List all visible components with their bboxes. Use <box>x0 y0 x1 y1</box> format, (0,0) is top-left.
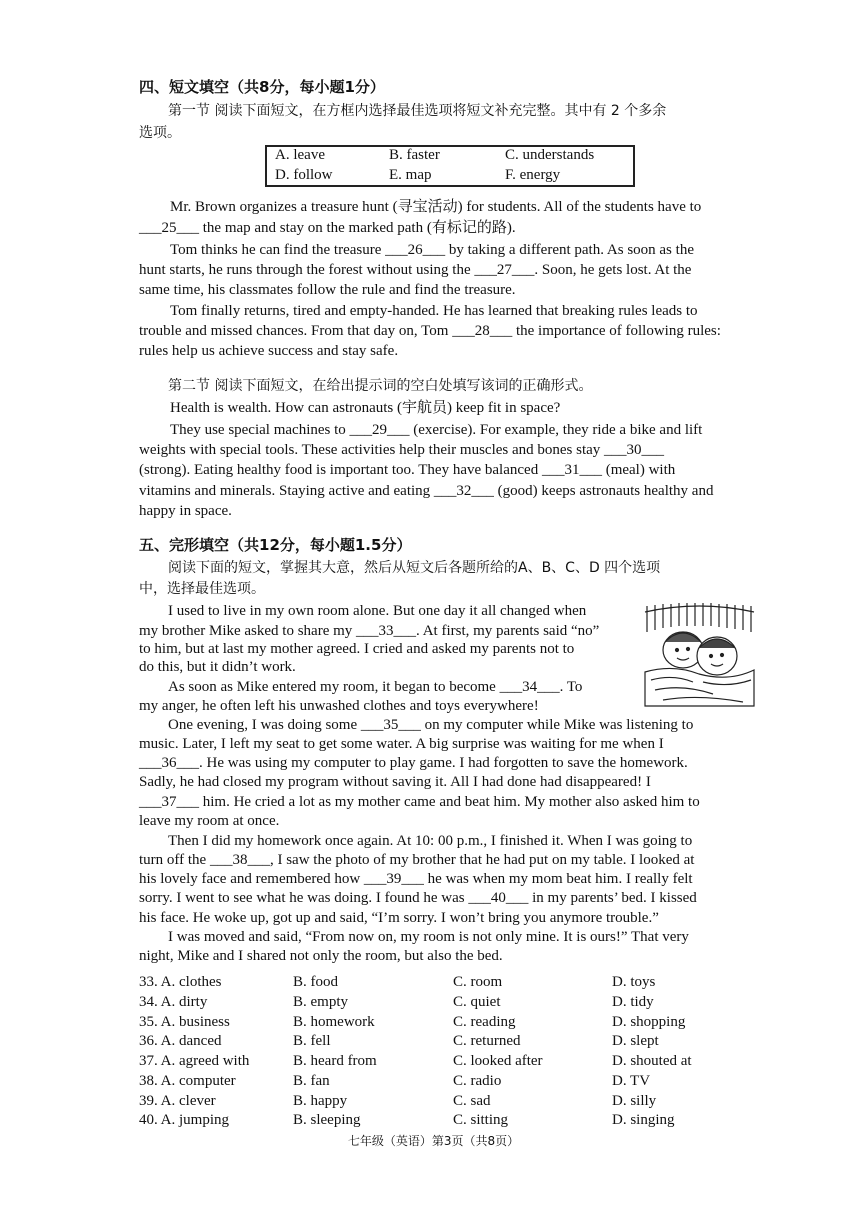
passage1-line: ___25___ the map and stay on the marked path (有标记的路). <box>139 220 516 236</box>
option-40-d[interactable]: D. singing <box>612 1112 675 1128</box>
option-39-d[interactable]: D. silly <box>612 1093 657 1109</box>
section4-part1-instructions: 第一节 阅读下面短文，在方框内选择最佳选项将短文补充完整。其中有 2 个多余 <box>168 103 667 119</box>
option-38-d[interactable]: D. TV <box>612 1073 651 1089</box>
story-line: sorry. I went to see what he was doing. I found he was ___40___ in my parents’ bed. I kissed <box>139 890 697 906</box>
option-34-c[interactable]: C. quiet <box>453 994 501 1010</box>
story-line: As soon as Mike entered my room, it began to become ___34___. To <box>168 679 583 695</box>
passage2-line: (strong). Eating healthy food is important too. They have balanced ___31___ (meal) with <box>139 462 676 478</box>
word-option: A. leave <box>275 147 325 163</box>
passage1-line: rules help us achieve success and stay safe. <box>139 343 399 359</box>
option-33-a[interactable]: 33. A. clothes <box>139 974 222 990</box>
passage1-line: Mr. Brown organizes a treasure hunt (寻宝活动) for students. All of the students have to <box>170 199 702 215</box>
option-33-c[interactable]: C. room <box>453 974 503 990</box>
passage1-line: Tom thinks he can find the treasure ___26___ by taking a different path. As soon as the <box>170 242 694 258</box>
word-option-box <box>265 145 635 187</box>
passage2-line: vitamins and minerals. Staying active and eating ___32___ (good) keeps astronauts healthy and <box>139 483 714 499</box>
story-line: do this, but it didn’t work. <box>139 659 296 675</box>
page-footer: 七年级（英语）第3页（共8页） <box>347 1134 520 1148</box>
word-option: E. map <box>389 167 432 183</box>
option-36-c[interactable]: C. returned <box>453 1033 521 1049</box>
word-option: F. energy <box>505 167 561 183</box>
option-36-b[interactable]: B. fell <box>293 1033 331 1049</box>
passage1-line: Tom finally returns, tired and empty-handed. He has learned that breaking rules leads to <box>170 303 698 319</box>
option-34-d[interactable]: D. tidy <box>612 994 654 1010</box>
section4-part2-instructions: 第二节 阅读下面短文，在给出提示词的空白处填写该词的正确形式。 <box>168 378 593 394</box>
option-40-c[interactable]: C. sitting <box>453 1112 509 1128</box>
passage2-line: They use special machines to ___29___ (exercise). For example, they ride a bike and lift <box>170 422 703 438</box>
passage1-line: same time, his classmates follow the rule and find the treasure. <box>139 282 516 298</box>
option-36-d[interactable]: D. slept <box>612 1033 659 1049</box>
story-line: to him, but at last my mother agreed. I cried and asked my parents not to <box>139 641 575 657</box>
option-37-d[interactable]: D. shouted at <box>612 1053 692 1069</box>
word-option: D. follow <box>275 167 333 183</box>
section5-heading: 五、完形填空（共12分，每小题1.5分） <box>139 536 412 554</box>
section5-instructions: 阅读下面的短文，掌握其大意，然后从短文后各题所给的A、B、C、D 四个选项 <box>168 560 661 576</box>
option-39-a[interactable]: 39. A. clever <box>139 1093 216 1109</box>
passage1-line: trouble and missed chances. From that day on, Tom ___28___ the importance of following rules: <box>139 323 721 339</box>
story-line: music. Later, I left my seat to get some water. A big surprise was waiting for me when I <box>139 736 664 752</box>
illustration-brothers-in-bed <box>643 602 756 707</box>
story-line: I was moved and said, “From now on, my room is not only mine. It is ours!” That very <box>168 929 689 945</box>
story-line: ___37___ him. He cried a lot as my mother came and beat him. My mother also asked him to <box>139 794 700 810</box>
word-option: B. faster <box>389 147 440 163</box>
story-line: night, Mike and I shared not only the room, but also the bed. <box>139 948 503 964</box>
option-33-d[interactable]: D. toys <box>612 974 656 990</box>
story-line: Then I did my homework once again. At 10: 00 p.m., I finished it. When I was going to <box>168 833 693 849</box>
story-line: my anger, he often left his unwashed clothes and toys everywhere! <box>139 698 539 714</box>
passage2-line: happy in space. <box>139 503 232 519</box>
option-33-b[interactable]: B. food <box>293 974 338 990</box>
option-35-b[interactable]: B. homework <box>293 1014 375 1030</box>
option-35-a[interactable]: 35. A. business <box>139 1014 230 1030</box>
option-35-d[interactable]: D. shopping <box>612 1014 686 1030</box>
story-line: his lovely face and remembered how ___39___ he was when my mom beat him. I really felt <box>139 871 693 887</box>
story-line: turn off the ___38___, I saw the photo of my brother that he had put on my table. I looked at <box>139 852 695 868</box>
story-line: leave my room at once. <box>139 813 280 829</box>
option-36-a[interactable]: 36. A. danced <box>139 1033 222 1049</box>
section4-part1-instructions-cont: 选项。 <box>139 125 181 141</box>
section4-heading: 四、短文填空（共8分，每小题1分） <box>139 78 385 96</box>
option-40-a[interactable]: 40. A. jumping <box>139 1112 230 1128</box>
story-line: I used to live in my own room alone. But one day it all changed when <box>168 603 587 619</box>
story-line: his face. He woke up, got up and said, “I’m sorry. I won’t bring you anymore trouble.” <box>139 910 659 926</box>
section5-instructions-cont: 中，选择最佳选项。 <box>139 581 265 597</box>
option-38-b[interactable]: B. fan <box>293 1073 330 1089</box>
story-line: One evening, I was doing some ___35___ on my computer while Mike was listening to <box>168 717 694 733</box>
word-option: C. understands <box>505 147 595 163</box>
option-38-c[interactable]: C. radio <box>453 1073 502 1089</box>
option-37-a[interactable]: 37. A. agreed with <box>139 1053 250 1069</box>
option-38-a[interactable]: 38. A. computer <box>139 1073 236 1089</box>
story-line: Sadly, he had closed my program without saving it. All I had done had disappeared! I <box>139 774 651 790</box>
passage1-line: hunt starts, he runs through the forest without using the ___27___. Soon, he gets lost. At the <box>139 262 692 278</box>
option-35-c[interactable]: C. reading <box>453 1014 516 1030</box>
story-line: ___36___. He was using my computer to play game. I had forgotten to save the homework. <box>139 755 688 771</box>
option-39-c[interactable]: C. sad <box>453 1093 491 1109</box>
option-34-a[interactable]: 34. A. dirty <box>139 994 208 1010</box>
story-line: my brother Mike asked to share my ___33___. At first, my parents said “no” <box>139 623 600 639</box>
option-40-b[interactable]: B. sleeping <box>293 1112 361 1128</box>
option-34-b[interactable]: B. empty <box>293 994 348 1010</box>
option-39-b[interactable]: B. happy <box>293 1093 348 1109</box>
passage2-line: Health is wealth. How can astronauts (宇航员) keep fit in space? <box>170 400 561 416</box>
option-37-b[interactable]: B. heard from <box>293 1053 377 1069</box>
passage2-line: weights with special tools. These activities help their muscles and bones stay ___30___ <box>139 442 665 458</box>
option-37-c[interactable]: C. looked after <box>453 1053 543 1069</box>
